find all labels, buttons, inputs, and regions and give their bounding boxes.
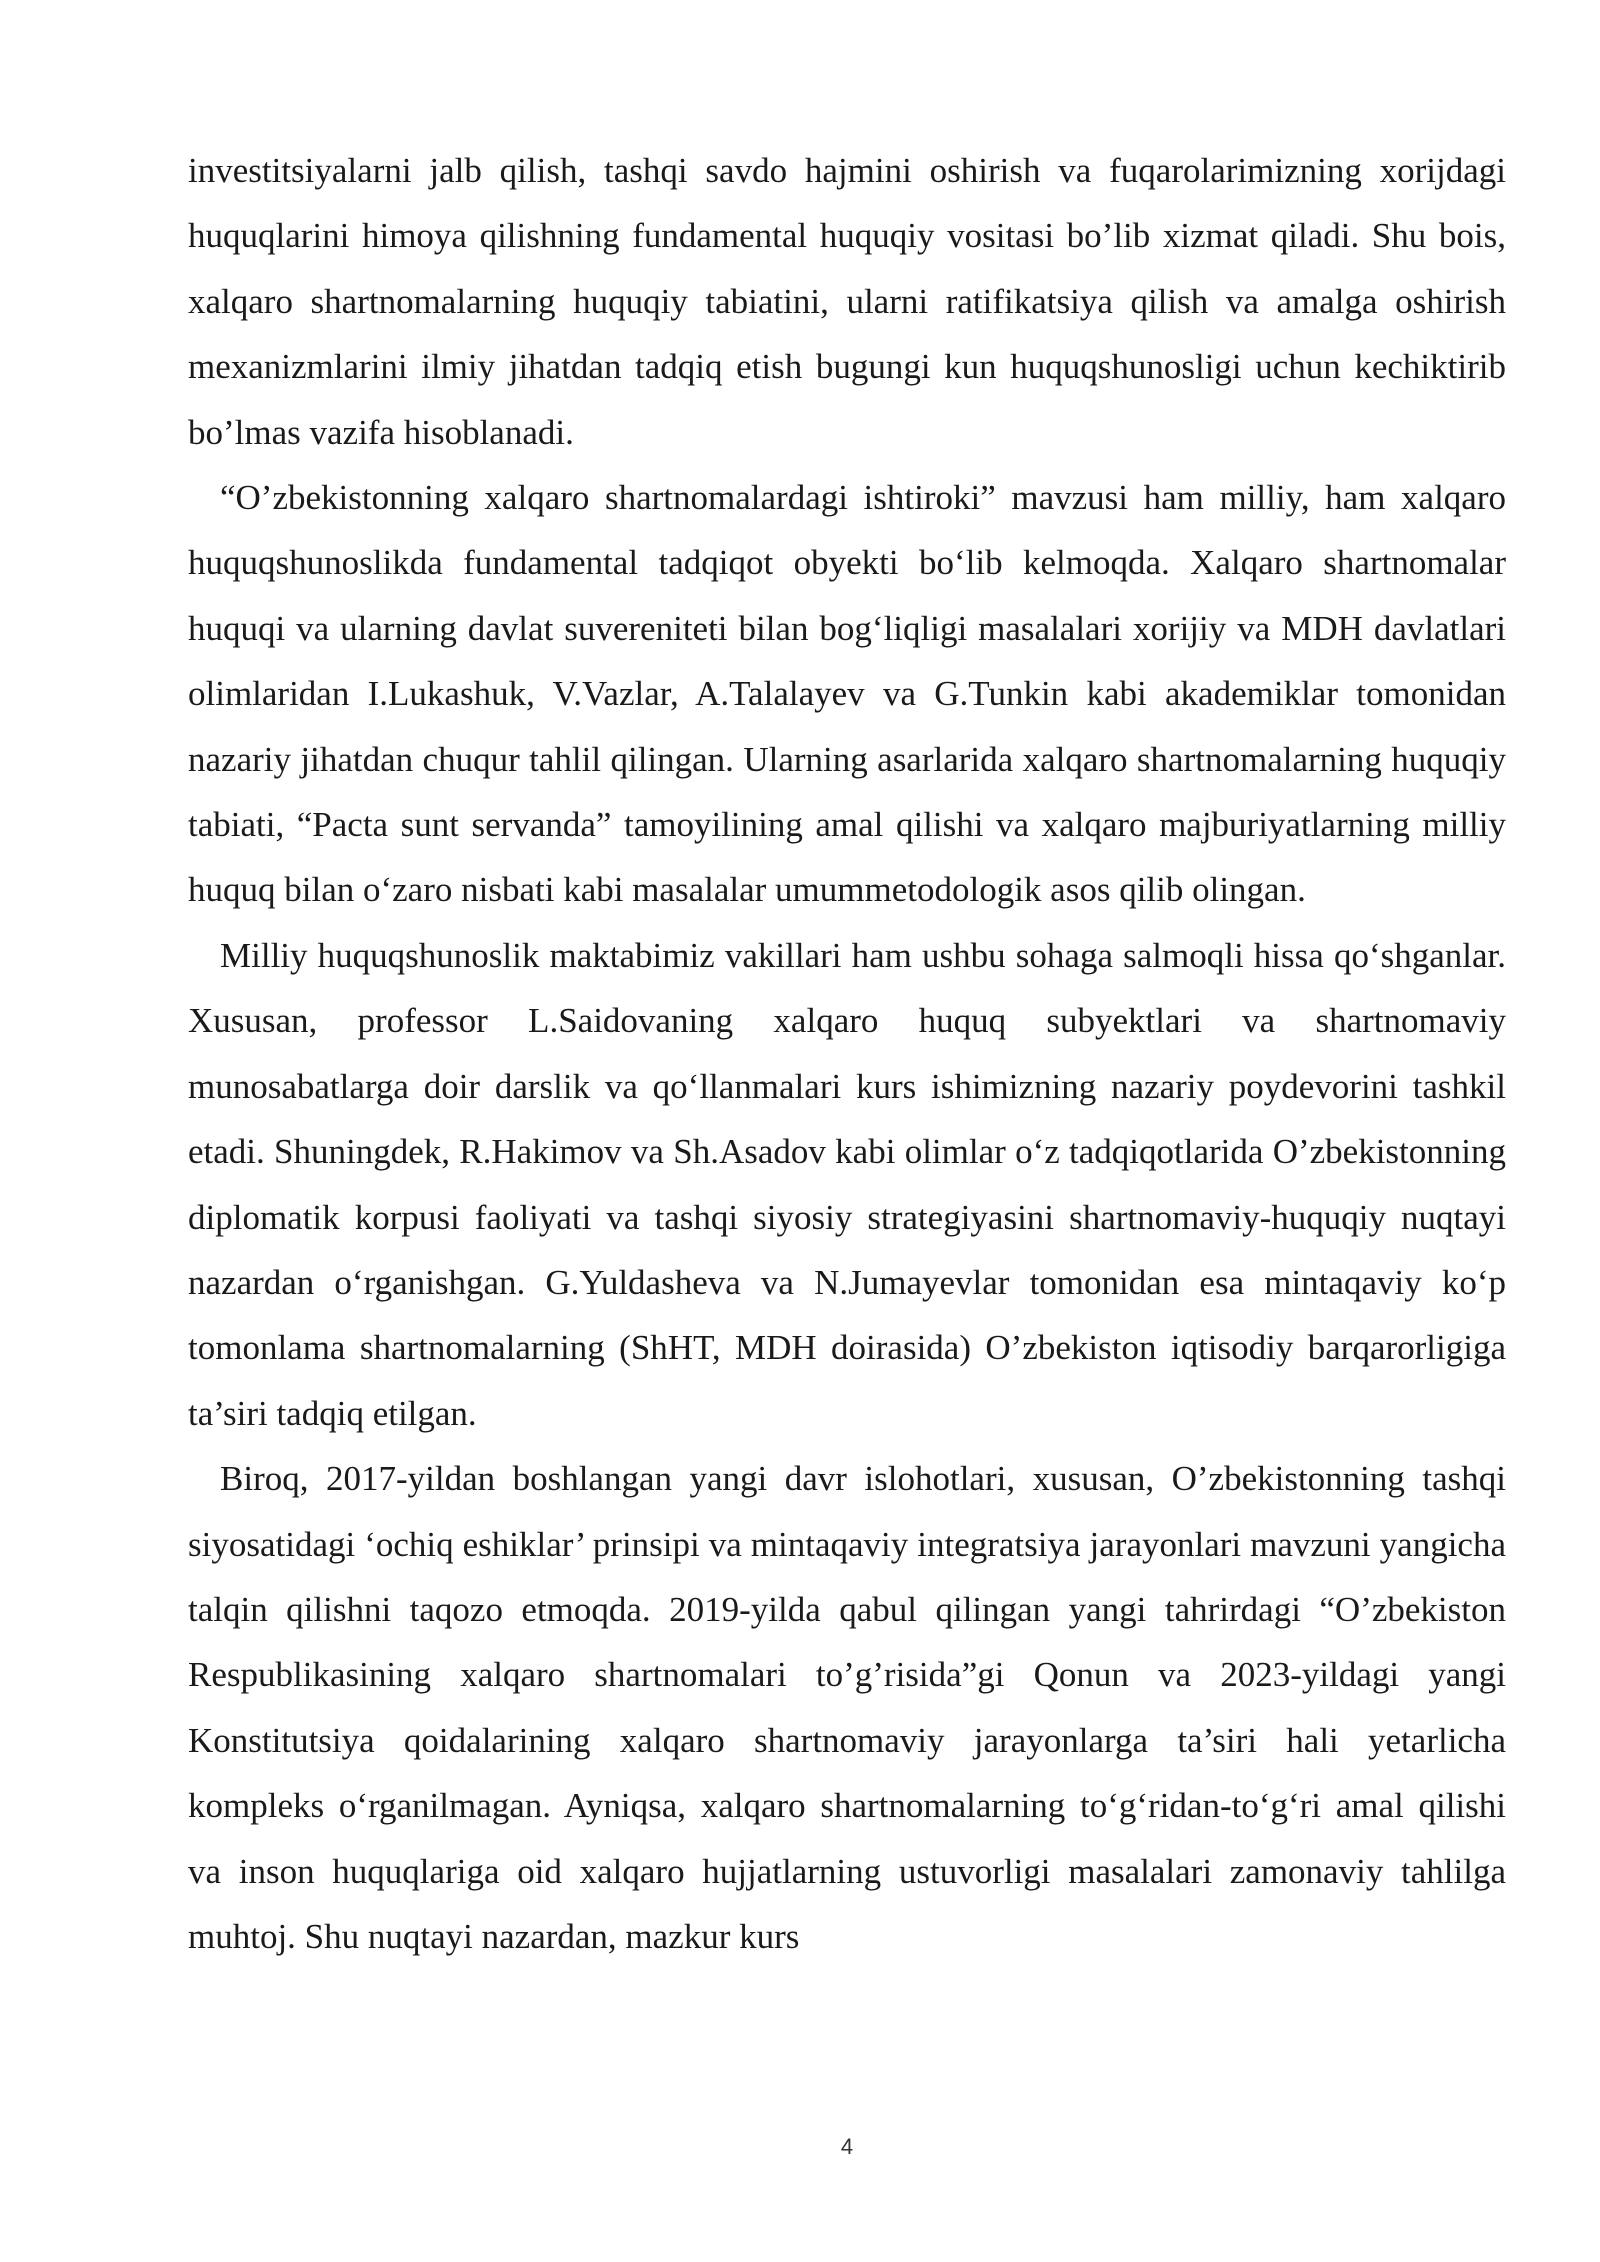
paragraph-2: “O’zbekistonning xalqaro shartnomalardagi ishtiroki” mavzusi ham milliy, ham xalqaro huquqshunoslikda fundamental tadqiqot obyekti bo‘lib kelmoqda. Xalqaro shartnomalar huquqi va ularning davlat suvereniteti bilan bog‘liqligi masalalari xorijiy va MDH davlatlari olimlaridan I.Lukashuk, V.Vazlar, A.Talalayev va G.Tunkin kabi akademiklar tomonidan nazariy jihatdan chuqur tahlil qilingan. Ularning asarlarida xalqaro shartnomalarning huquqiy tabiati, “Pacta sunt servanda” tamoyilining amal qilishi va xalqaro majburiyatlarning milliy huquq bilan o‘zaro nisbati kabi masalalar umummetodologik asos qilib olingan. <box>188 478 1506 910</box>
paragraph-1: investitsiyalarni jalb qilish, tashqi savdo hajmini oshirish va fuqarolarimizning xorijdagi huquqlarini himoya qilishning fundamental huquqiy vositasi bo’lib xizmat qiladi. Shu bois, xalqaro shartnomalarning huquqiy tabiatini, ularni ratifikatsiya qilish va amalga oshirish mexanizmlarini ilmiy jihatdan tadqiq etish bugungi kun huquqshunosligi uchun kechiktirib bo’lmas vazifa hisoblanadi. <box>188 151 1506 452</box>
page-number: 4 <box>840 2134 854 2159</box>
paragraph-4: Biroq, 2017-yildan boshlangan yangi davr islohotlari, xususan, O’zbekistonning tashqi siyosatidagi ‘ochiq eshiklar’ prinsipi va mintaqaviy integratsiya jarayonlari mavzuni yangicha talqin qilishni taqozo etmoqda. 2019-yilda qabul qilingan yangi tahrirdagi “O’zbekiston Respublikasining xalqaro shartnomalari to’g’risida”gi Qonun va 2023-yildagi yangi Konstitutsiya qoidalarining xalqaro shartnomaviy jarayonlarga ta’siri hali yetarlicha kompleks o‘rganilmagan. Ayniqsa, xalqaro shartnomalarning to‘g‘ridan-to‘g‘ri amal qilishi va inson huquqlariga oid xalqaro hujjatlarning ustuvorligi masalalari zamonaviy tahlilga muhtoj. Shu nuqtayi nazardan, mazkur kurs <box>188 1459 1506 1956</box>
paragraph-3: Milliy huquqshunoslik maktabimiz vakillari ham ushbu sohaga salmoqli hissa qo‘shganlar. Xususan, professor L.Saidovaning xalqaro huquq subyektlari va shartnomaviy munosabatlarga doir darslik va qo‘llanmalari kurs ishimizning nazariy poydevorini tashkil etadi. Shuningdek, R.Hakimov va Sh.Asadov kabi olimlar o‘z tadqiqotlarida O’zbekistonning diplomatik korpusi faoliyati va tashqi siyosiy strategiyasini shartnomaviy-huquqiy nuqtayi nazardan o‘rganishgan. G.Yuldasheva va N.Jumayevlar tomonidan esa mintaqaviy ko‘p tomonlama shartnomalarning (ShHT, MDH doirasida) O’zbekiston iqtisodiy barqarorligiga ta’siri tadqiq etilgan. <box>188 935 1506 1433</box>
document-body <box>188 138 1506 1969</box>
